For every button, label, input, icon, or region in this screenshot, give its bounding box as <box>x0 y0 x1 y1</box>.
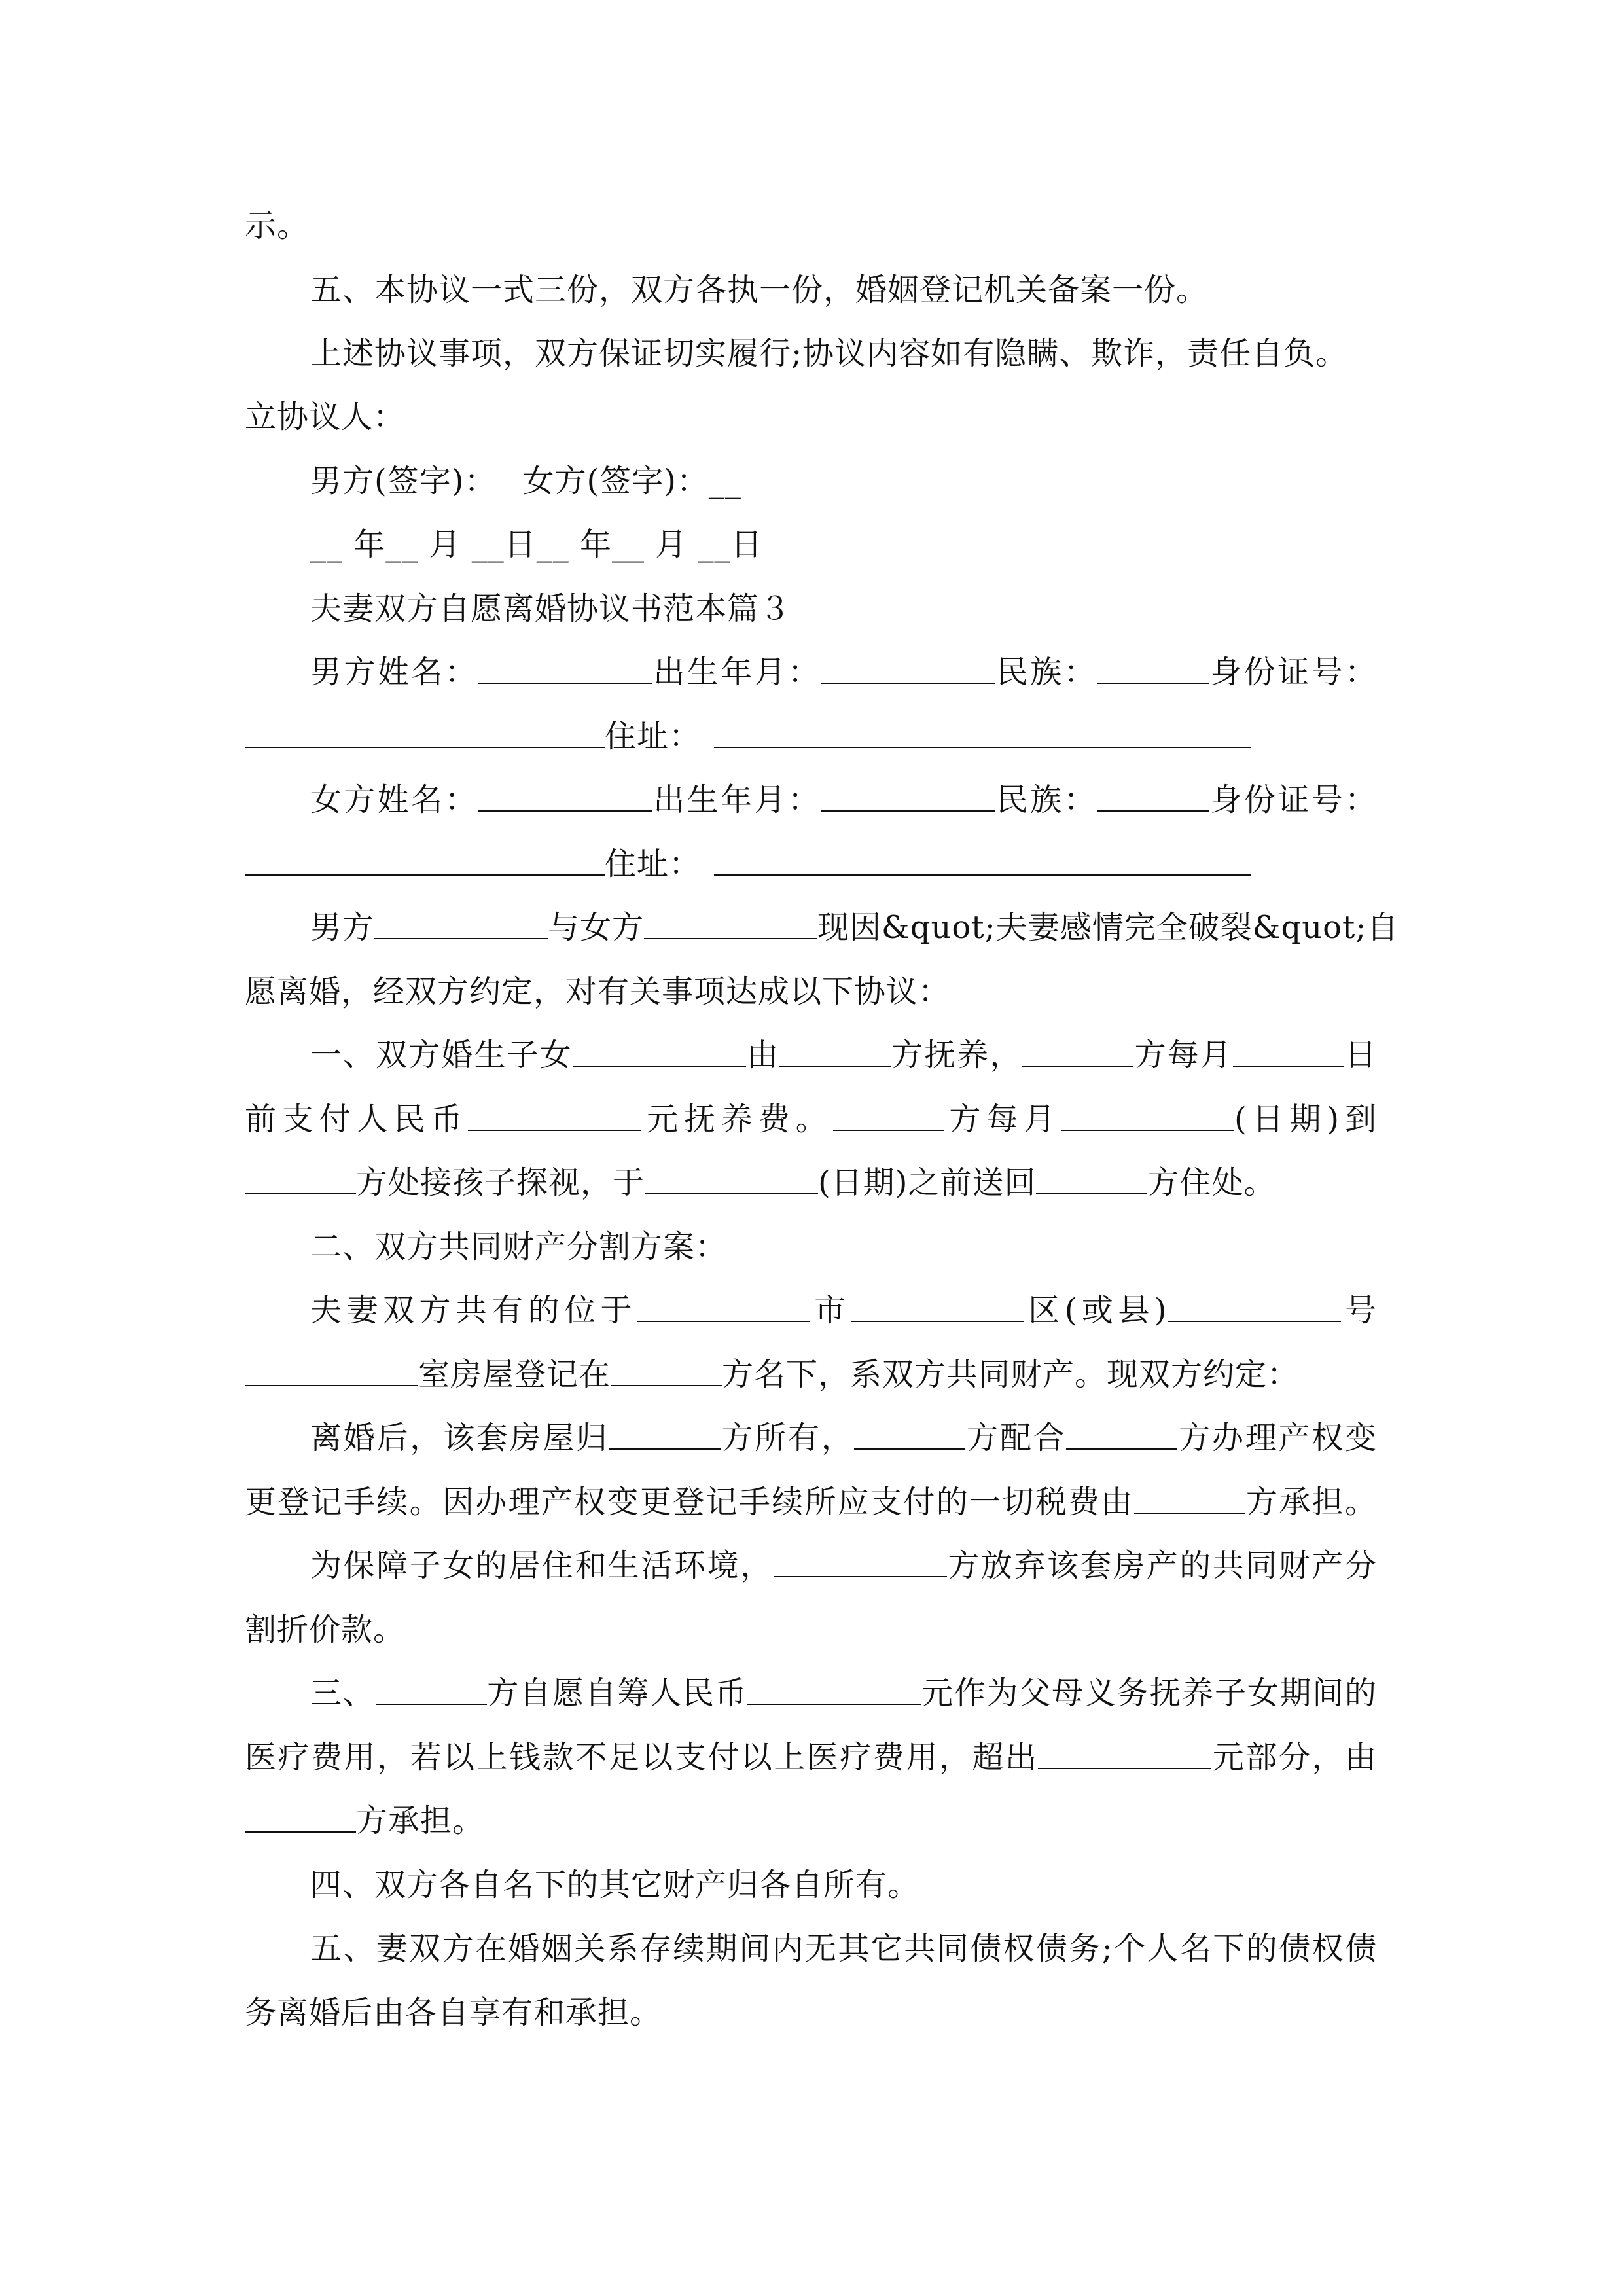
fill-blank <box>1066 1420 1177 1450</box>
fill-blank <box>478 781 652 812</box>
fill-blank <box>821 781 995 812</box>
section-title <box>310 583 791 635</box>
text-segment: 离婚后，该套房屋归 <box>310 1420 609 1456</box>
fill-blank <box>245 1164 356 1194</box>
fill-blank <box>1036 1164 1147 1194</box>
text-segment: 日 <box>1344 1037 1377 1073</box>
fill-blank <box>609 1420 721 1450</box>
text-segment: 上述协议事项，双方保证切实履行;协议内容如有隐瞒、欺诈，责任自负。 <box>310 335 1348 372</box>
fill-blank <box>374 909 548 939</box>
fill-blank <box>747 1675 921 1705</box>
text-segment: 愿离婚，经双方约定，对有关事项达成以下协议： <box>245 973 951 1010</box>
clause-five-debts-line <box>310 1922 1377 1975</box>
text-line <box>245 1795 484 1847</box>
text-segment: 夫妻双方自愿离婚协议书范本篇３ <box>310 590 792 627</box>
fill-blank <box>468 1101 641 1131</box>
text-segment: 男方 <box>310 909 375 946</box>
text-segment: 元作为父母义务抚养子女期间的 <box>921 1675 1377 1712</box>
agreement-intro-line <box>310 901 1399 954</box>
text-segment: 元部分，由 <box>1211 1739 1377 1776</box>
signature-line <box>310 455 741 507</box>
property-ownership-line <box>310 1412 1377 1464</box>
text-segment: 方所有， <box>720 1420 855 1456</box>
text-segment: 方住处。 <box>1147 1164 1276 1201</box>
text-segment: 身份证号： <box>1208 654 1377 691</box>
text-segment: 号 <box>1340 1292 1377 1329</box>
fill-blank <box>851 1292 1024 1322</box>
text-segment: 四、双方各自名下的其它财产归各自所有。 <box>310 1867 920 1903</box>
fill-blank <box>1097 781 1209 812</box>
fill-blank <box>1022 1037 1133 1067</box>
fill-blank <box>245 718 605 748</box>
fill-blank <box>1168 1292 1341 1322</box>
property-location-line <box>310 1284 1377 1336</box>
female-signature-label: 女方(签字)：__ <box>522 463 741 499</box>
text-segment: 二、双方共同财产分割方案： <box>310 1229 728 1265</box>
text-segment: 夫妻双方共有的位于 <box>310 1292 637 1329</box>
text-segment: 务离婚后由各自享有和承担。 <box>245 1994 662 2031</box>
text-segment: 一、双方婚生子女 <box>310 1037 573 1073</box>
male-signature-label: 男方(签字)： <box>310 463 497 499</box>
text-segment: 方承担。 <box>356 1803 485 1839</box>
text-segment: (日期)之前送回 <box>818 1164 1037 1201</box>
guarantee-statement <box>310 327 1347 380</box>
fill-blank <box>573 1037 746 1067</box>
text-line <box>245 965 950 1018</box>
text-segment: 方配合 <box>965 1420 1067 1456</box>
male-address-line <box>245 710 1251 762</box>
text-segment: 示。 <box>245 207 310 244</box>
text-segment: 出生年月： <box>652 781 822 818</box>
fill-blank <box>714 718 1251 748</box>
text-segment: 为保障子女的居住和生活环境， <box>310 1547 774 1584</box>
text-segment: 身份证号： <box>1208 781 1377 818</box>
fill-blank <box>245 846 605 876</box>
text-segment: 三、 <box>310 1675 376 1712</box>
text-segment: 前支付人民币 <box>245 1101 469 1138</box>
fill-blank <box>854 1420 965 1450</box>
text-segment: 区(或县) <box>1024 1292 1168 1329</box>
text-segment: 方抚养， <box>890 1037 1023 1073</box>
child-residence-line <box>310 1539 1377 1592</box>
fill-blank <box>1061 1101 1234 1131</box>
text-segment: 市 <box>810 1292 851 1329</box>
text-segment: 更登记手续。因办理产权变更登记手续所应支付的一切税费由 <box>245 1484 1134 1520</box>
fill-blank <box>1134 1484 1245 1514</box>
text-segment: 方自愿自筹人民币 <box>486 1675 748 1712</box>
fill-blank <box>833 1101 944 1131</box>
text-segment: 现因&quot;夫妻感情完全破裂&quot;自 <box>817 909 1399 946</box>
fill-blank <box>611 1356 722 1386</box>
medical-expense-line <box>245 1731 1377 1784</box>
fill-blank <box>645 1164 818 1194</box>
text-segment: 方名下，系双方共同财产。现双方约定： <box>722 1356 1300 1393</box>
text-segment: 立协议人： <box>245 399 406 435</box>
fill-blank <box>644 909 817 939</box>
clause-five-copies <box>310 264 1208 316</box>
fill-blank <box>774 1547 947 1577</box>
text-line <box>245 1604 405 1656</box>
text-segment: 女方姓名： <box>310 781 478 818</box>
fill-blank <box>1233 1037 1344 1067</box>
clause-two-heading <box>310 1221 727 1273</box>
property-registration-line <box>245 1348 1299 1401</box>
text-line <box>245 1986 662 2039</box>
visitation-line <box>245 1157 1276 1209</box>
signatories-label <box>245 391 405 443</box>
text-segment: (日期)到 <box>1234 1101 1377 1138</box>
fill-blank <box>1097 654 1209 684</box>
clause-four-line <box>310 1859 919 1911</box>
text-segment: 医疗费用，若以上钱款不足以支付以上医疗费用，超出 <box>245 1739 1039 1776</box>
text-segment: 割折价款。 <box>245 1611 406 1648</box>
date-line <box>310 518 763 571</box>
child-support-line <box>245 1093 1377 1145</box>
female-info-line <box>310 774 1377 826</box>
text-segment: 元抚养费。 <box>641 1101 833 1138</box>
fill-blank <box>376 1675 487 1705</box>
female-address-line <box>245 838 1251 890</box>
text-line <box>245 200 309 252</box>
text-segment: __ 年__ 月 __日__ 年__ 月 __日 <box>310 526 763 563</box>
text-segment: 男方姓名： <box>310 654 478 691</box>
tax-line <box>245 1476 1377 1528</box>
text-segment: 由 <box>745 1037 779 1073</box>
text-segment: 方放弃该套房产的共同财产分 <box>946 1547 1377 1584</box>
text-segment: 五、本协议一式三份，双方各执一份，婚姻登记机关备案一份。 <box>310 272 1209 308</box>
male-info-line <box>310 646 1377 698</box>
text-segment: 出生年月： <box>652 654 822 691</box>
text-segment: 民族： <box>995 654 1097 691</box>
fill-blank <box>714 846 1251 876</box>
text-segment: 与女方 <box>548 909 645 946</box>
fill-blank <box>637 1292 810 1322</box>
text-segment: 五、妻双方在婚姻关系存续期间内无其它共同债权债务;个人名下的债权债 <box>310 1930 1377 1967</box>
text-segment: 方办理产权变 <box>1177 1420 1377 1456</box>
text-segment: 方承担。 <box>1245 1484 1377 1520</box>
text-segment: 室房屋登记在 <box>418 1356 611 1393</box>
text-segment: 方每月 <box>944 1101 1061 1138</box>
fill-blank <box>478 654 652 684</box>
fill-blank <box>245 1356 418 1386</box>
clause-three-line <box>310 1667 1377 1719</box>
text-segment: 民族： <box>995 781 1097 818</box>
fill-blank <box>1038 1739 1211 1769</box>
fill-blank <box>821 654 995 684</box>
text-segment: 方处接孩子探视，于 <box>356 1164 645 1201</box>
fill-blank <box>779 1037 891 1067</box>
clause-one-line <box>310 1029 1377 1081</box>
fill-blank <box>245 1803 356 1833</box>
text-segment: 方每月 <box>1133 1037 1233 1073</box>
text-segment: 住址： <box>605 846 702 882</box>
text-segment: 住址： <box>605 718 702 755</box>
